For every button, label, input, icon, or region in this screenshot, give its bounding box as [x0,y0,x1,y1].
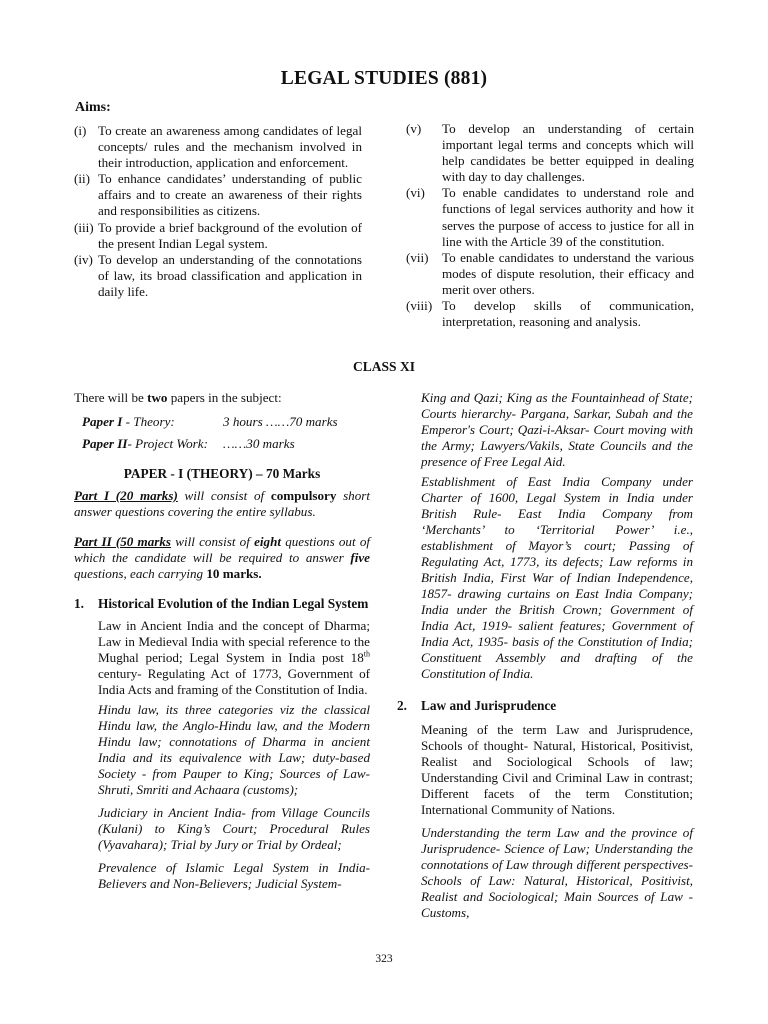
part-text: questions, each carrying [74,566,207,581]
section-detail: King and Qazi; King as the Fountainhead of State; Courts hierarchy- Pargana, Sarkar, Subah and the Emperor's Court; Qazi-i-Aksar- Court moving with the Army; Lawyers/Vakils, State Councils and the presence of Free Legal Aid. [421,390,693,469]
aim-number: (vii) [406,249,429,265]
page-number: 323 [375,953,393,965]
paper-detail: ……30 marks [223,436,295,451]
aim-text: To provide a brief background of the evolution of the present Indian Legal system. [98,219,362,251]
section-number: 1. [74,596,84,611]
left-column [74,390,370,892]
part-two-description [74,534,370,582]
paper-name: Paper II [82,436,128,451]
intro-text: There will be [74,390,148,405]
papers-intro [74,390,370,406]
spacer [98,853,370,860]
part-bold: 10 marks. [206,566,262,581]
paper-label [82,414,223,430]
aim-number: (iv) [74,251,93,267]
summary-text: Law in Ancient India and the concept of Dharma; Law in Medieval India with special reference to the Mughal period; Legal System in India post 18 [98,618,370,665]
aim-number: (vi) [406,185,425,201]
summary-text-end: century- Regulating Act of 1773, Government of India Acts and framing of the Constitution of India. [98,666,370,697]
intro-bold: two [147,390,168,405]
aim-item [406,121,694,185]
aim-text: To develop an understanding of certain important legal terms and concepts which will help candidates be better equipped in dealing with day to day challenges. [442,121,694,185]
aim-item [406,250,694,298]
superscript: th [363,649,370,659]
paper-name: Paper I [82,414,123,429]
section-detail: Understanding the term Law and the province of Jurisprudence- Science of Law; Understanding the connotations of Law through different perspectives- Schools of Law: Natural, Historical, Positivist, Realist and Sociological; Main Sources of Law - Customs, [421,825,693,920]
aims-list-right [406,121,694,330]
part-bold: compulsory [270,488,337,503]
paper-row [82,414,370,430]
aim-item [74,252,362,300]
part-bold: eight [254,534,281,549]
aims-heading: Aims: [75,100,111,115]
section-detail: Establishment of East India Company under Charter of 1600, Legal System in India under British Rule- East India Company from ‘Merchants’ to ‘Territorial Power’ i.e., establishment of Mayor’s court; Passing of Regulating Act, 1773, its defects; Law reforms in British India, First War of Indian Independence, 1857- drawing curtains on East India Company; India under the British Crown; Government of India Act, 1919- salient features; Government of India Act, 1935- basis of the Constitution of India; Constituent Assembly and drafting of the Constitution of India. [421,474,693,681]
aim-number: (iii) [74,219,94,235]
aim-text: To enable candidates to understand the various modes of dispute resolution, their efficacy and merit over others. [442,249,694,297]
part-one-description [74,488,370,520]
section-detail: Prevalence of Islamic Legal System in India- Believers and Non-Believers; Judicial System- [98,860,370,891]
aim-item [74,220,362,252]
section-summary [98,618,370,698]
paper-type: - Project Work: [127,436,208,451]
aim-number: (ii) [74,171,90,187]
part-text: will consist of [171,534,255,549]
spacer [421,818,693,825]
aim-text: To enhance candidates’ understanding of public affairs and to create an awareness of their rights and responsibilities as citizens. [98,171,362,219]
aim-item [74,171,362,219]
class-heading: CLASS XI [353,359,415,374]
aim-item [406,298,694,330]
paper-row [82,436,370,452]
section-heading [74,596,370,612]
section-heading [397,698,693,714]
aim-number: (viii) [406,298,433,314]
aim-text: To develop an understanding of the connotations of law, its broad classification and application in daily life. [98,251,362,299]
part-text: short answer questions covering the entire syllabus. [74,488,370,519]
paper-detail: 3 hours ……70 marks [223,414,338,429]
paper-label [82,436,223,452]
aim-text: To enable candidates to understand role and functions of legal services authority and how it serves the purpose of access to justice for all in line with the Article 39 of the constitution. [442,185,694,249]
aim-item [74,123,362,171]
aims-list-left [74,123,362,300]
section-title: Law and Jurisprudence [421,698,557,713]
section-number: 2. [397,698,407,713]
aim-text: To create an awareness among candidates of legal concepts/ rules and the mechanism involved in their introduction, application and enforcement. [98,123,362,171]
part-bold: five [350,550,370,565]
theory-heading: PAPER - I (THEORY) – 70 Marks [123,466,321,481]
intro-text-end: papers in the subject: [167,390,282,405]
section-summary: Meaning of the term Law and Jurisprudence, Schools of thought- Natural, Historical, Positivist, Realist and Sociological Schools of law; Understanding Civil and Criminal Law in contrast; Different facets of the term Constitution; International Community of Nations. [421,722,693,817]
spacer [98,798,370,805]
part-two-label: Part II (50 marks [74,534,172,549]
paper-type: - Theory: [122,414,175,429]
document-title: LEGAL STUDIES (881) [280,68,488,89]
right-column [397,390,693,921]
part-one-label: Part I (20 marks) [74,488,178,503]
section-body [98,618,370,892]
aim-number: (v) [406,121,422,136]
section-detail: Judiciary in Ancient India- from Village Councils (Kulani) to King’s Court; Procedural Rules (Vyavahara); Trial by Jury or Trial by Ordeal; [98,805,370,852]
section-title: Historical Evolution of the Indian Legal System [98,596,369,611]
part-text: will consist of [177,488,271,503]
aim-item [406,185,694,249]
aim-number: (i) [74,123,87,138]
aim-text: To develop skills of communication, interpretation, reasoning and analysis. [442,298,694,330]
section-detail: Hindu law, its three categories viz the classical Hindu law, the Anglo-Hindu law, and the Modern Hindu law; connotations of Dharma in ancient India and its equivalence with Law; duty-based Society - from Pauper to King; Sources of Law- Shruti, Smriti and Achaara (customs); [98,702,370,797]
part-text: questions out of which the candidate will be required to answer [74,534,371,565]
